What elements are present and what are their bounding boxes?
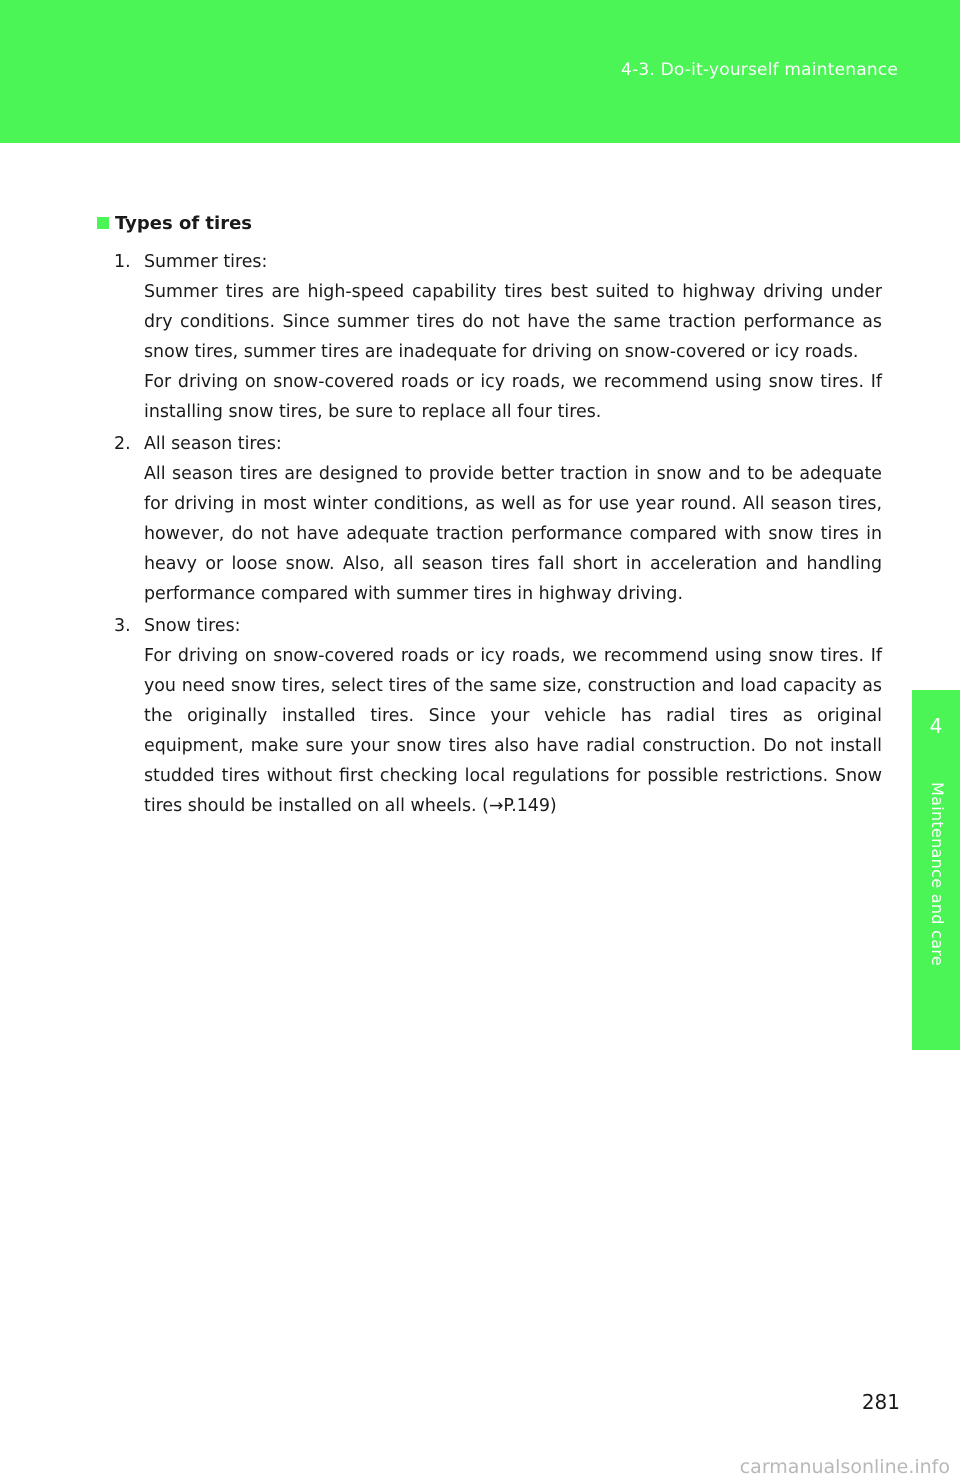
list-item	[97, 611, 882, 821]
item-paragraph: For driving on snow-covered roads or icy roads, we recommend using snow tires. If you need snow tires, select tires of the same size, construction and load capacity as the originally installed tires. Since your vehicle has radial tires as original equipment, make sure your snow tires also have radial construction. Do not install studded tires without first checking local regulations for possible restrictions. Snow tires should be installed on all wheels. (→P.149)	[144, 646, 882, 816]
section-title: 4-3. Do-it-yourself maintenance	[621, 60, 898, 80]
header-band	[0, 0, 960, 143]
heading-text: Types of tires	[115, 212, 252, 234]
chapter-number: 4	[929, 714, 943, 738]
item-title: Snow tires:	[144, 616, 241, 636]
list-number: 1.	[114, 252, 131, 272]
section-heading	[97, 207, 882, 239]
item-paragraph: Summer tires are high-speed capability tires best suited to highway driving under dry conditions. Since summer tires do not have the same traction performance as snow tires, summer tires are inadequate for driving on snow-covered or icy roads.	[144, 282, 882, 362]
chapter-tab	[912, 690, 960, 1050]
list-number: 3.	[114, 616, 131, 636]
watermark: carmanualsonline.info	[739, 1456, 950, 1478]
main-content	[97, 207, 882, 823]
list-item	[97, 247, 882, 427]
item-paragraph: For driving on snow-covered roads or icy roads, we recommend using snow tires. If installing snow tires, be sure to replace all four tires.	[144, 372, 882, 422]
item-title: All season tires:	[144, 434, 282, 454]
chapter-label: Maintenance and care	[928, 782, 947, 966]
item-paragraph: All season tires are designed to provide better traction in snow and to be adequate for driving in most winter conditions, as well as for use year round. All season tires, however, do not have adequate traction performance compared with snow tires in heavy or loose snow. Also, all season tires fall short in acceleration and handling performance compared with summer tires in highway driving.	[144, 464, 882, 604]
list-item	[97, 429, 882, 609]
list-number: 2.	[114, 434, 131, 454]
item-title: Summer tires:	[144, 252, 268, 272]
page-number: 281	[861, 1390, 900, 1414]
square-bullet-icon	[97, 217, 109, 229]
